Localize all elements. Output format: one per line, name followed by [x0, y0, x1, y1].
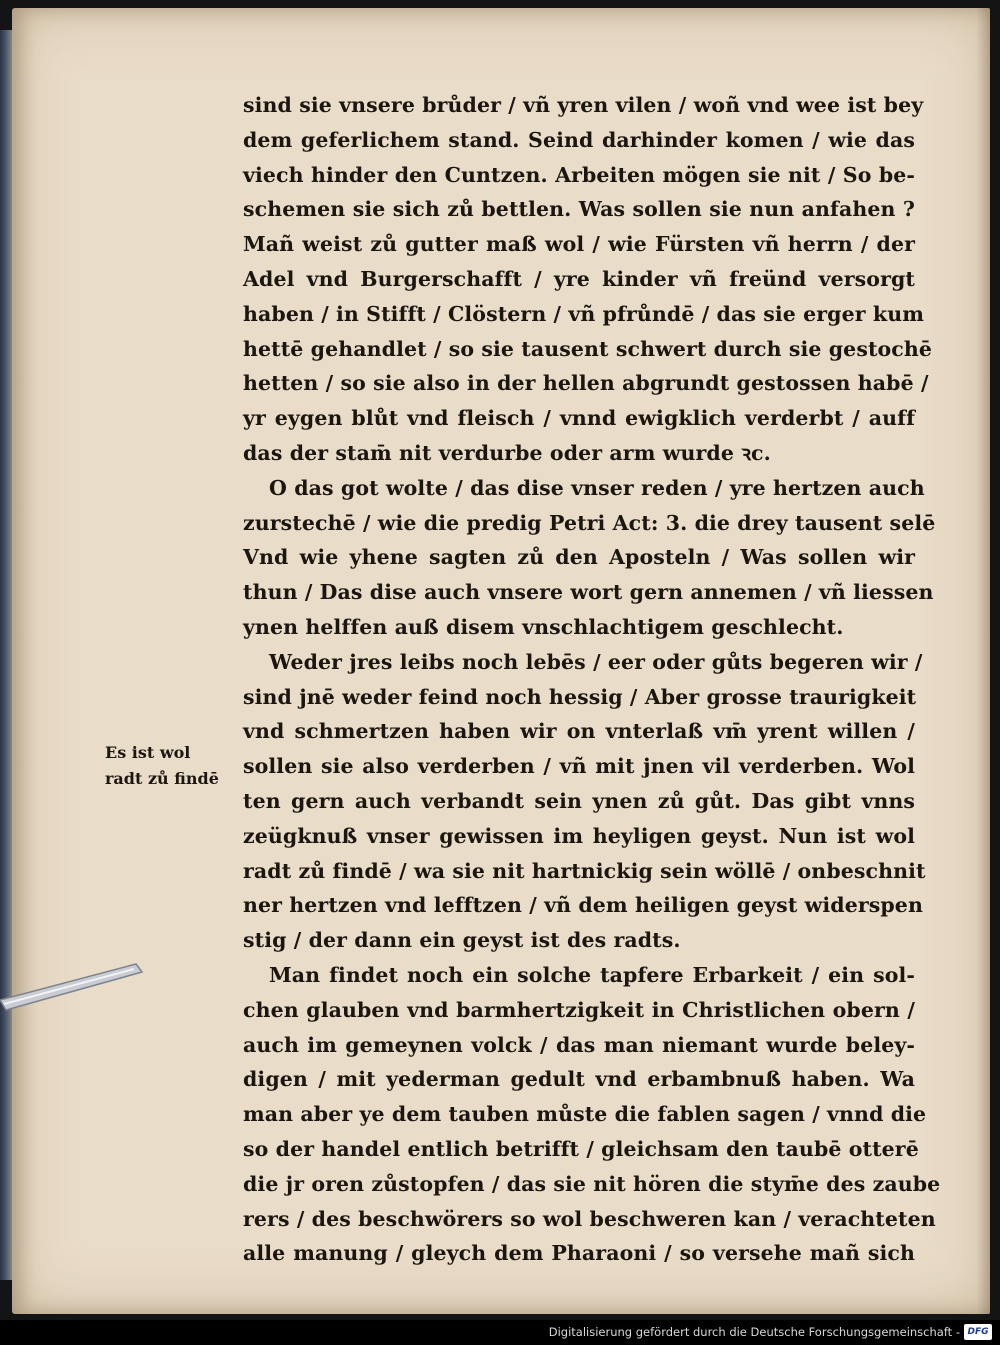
text-line: yr eygen blůt vnd fleisch / vnnd ewigklich verderbt / auff	[243, 406, 915, 431]
text-line: alle manung / gleych dem Pharaoni / so versehe mañ sich	[243, 1241, 915, 1266]
text-line: dem geferlichem stand. Seind darhinder komen / wie das	[243, 127, 915, 152]
text-line: zurstechē / wie die predig Petri Act: 3. die drey tausent selē	[243, 510, 936, 535]
text-line: haben / in Stifft / Clöstern / vñ pfrůndē / das sie erger kum	[243, 301, 924, 326]
body-text	[243, 88, 941, 1271]
text-line: man aber ye dem tauben můste die fablen sagen / vnnd die	[243, 1102, 927, 1127]
text-line: hettē gehandlet / so sie tausent schwert durch sie gestochē	[243, 336, 933, 361]
text-line: digen / mit yederman gedult vnd erbambnuß haben. Wa	[243, 1067, 915, 1092]
text-line: stig / der dann ein geyst ist des radts.	[243, 928, 681, 953]
page-gutter-shadow	[976, 8, 990, 1314]
marginal-note	[105, 740, 245, 792]
text-line: ynen helffen auß disem vnschlachtigem geschlecht.	[243, 614, 844, 639]
text-line: auch im gemeynen volck / das man niemant wurde beley-	[243, 1032, 915, 1057]
text-line: Mañ weist zů gutter maß wol / wie Fürsten vñ herrn / der	[243, 232, 915, 257]
text-line: radt zů findē / wa sie nit hartnickig sein wöllē / onbeschnit	[243, 858, 926, 883]
text-line: ten gern auch verbandt sein ynen zů gůt. Das gibt vnns	[243, 788, 915, 813]
text-line: hetten / so sie also in der hellen abgrundt gestossen habē /	[243, 371, 929, 396]
text-line: die jr oren zůstopfen / das sie nit hören die stym̄e des zaube	[243, 1171, 941, 1196]
funding-credit-text: Digitalisierung gefördert durch die Deutsche Forschungsgemeinschaft -	[548, 1325, 960, 1339]
text-line: so der handel entlich betrifft / gleichsam den taubē otterē	[243, 1136, 919, 1161]
text-line: viech hinder den Cuntzen. Arbeiten mögen sie nit / So be-	[243, 162, 915, 187]
text-line: sollen sie also verderben / vñ mit jnen vil verderben. Wol	[243, 754, 915, 779]
text-line: zeügknuß vnser gewissen im heyligen geyst. Nun ist wol	[243, 823, 915, 848]
text-line: Weder jres leibs noch lebēs / eer oder gůts begeren wir /	[269, 649, 923, 674]
text-line: vnd schmertzen haben wir on vnterlaß vm̄ yrent willen /	[243, 719, 915, 744]
footer-bar	[0, 1320, 1000, 1345]
text-line: chen glauben vnd barmhertzigkeit in Christlichen obern /	[243, 997, 915, 1022]
text-line: sind sie vnsere brůder / vñ yren vilen / woñ vnd wee ist bey	[243, 93, 924, 117]
marginal-note-line: radt zů findē	[105, 769, 219, 788]
dfg-logo: DFG	[964, 1324, 992, 1340]
text-line: Adel vnd Burgerschafft / yre kinder vñ freünd versorgt	[243, 266, 915, 291]
text-line: thun / Das dise auch vnsere wort gern annemen / vñ liessen	[243, 580, 934, 605]
text-line: ner hertzen vnd lefftzen / vñ dem heiligen geyst widerspen	[243, 893, 923, 918]
text-line: O das got wolte / das dise vnser reden / yre hertzen auch	[269, 475, 925, 500]
marginal-note-line: Es ist wol	[105, 743, 191, 762]
text-line: das der stam̄ nit verdurbe oder arm wurde ꝛc.	[243, 440, 771, 465]
text-line: Man findet noch ein solche tapfere Erbarkeit / ein sol-	[269, 962, 915, 987]
text-line: rers / des beschwörers so wol beschweren kan / verachteten	[243, 1206, 936, 1231]
text-line: Vnd wie yhene sagten zů den Aposteln / Was sollen wir	[243, 545, 915, 570]
bookmark-ribbon	[0, 958, 150, 1018]
text-line: sind jnē weder feind noch hessig / Aber grosse traurigkeit	[243, 684, 917, 709]
text-line: schemen sie sich zů bettlen. Was sollen sie nun anfahen ?	[243, 197, 915, 222]
